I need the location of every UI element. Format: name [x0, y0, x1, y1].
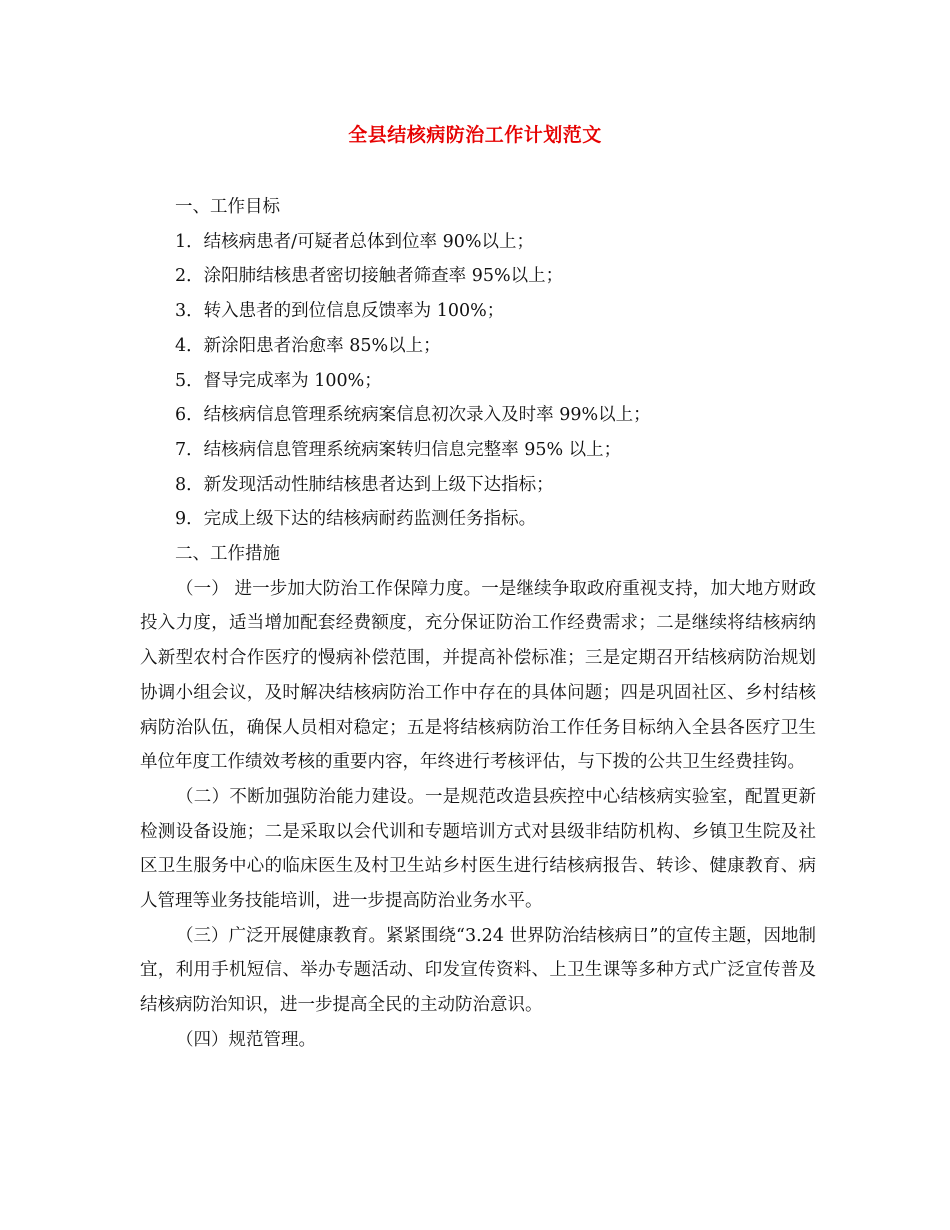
goal-item: 5．督导完成率为 100%；	[175, 370, 382, 391]
document-body	[140, 190, 816, 1058]
goal-item: 1．结核病患者/可疑者总体到位率 90%以上；	[175, 231, 534, 252]
document-title: 全县结核病防治工作计划范文	[348, 124, 602, 146]
measure-paragraph: （二）不断加强防治能力建设。一是规范改造县疾控中心结核病实验室，配置更新检测设备设施；二是采取以会代训和专题培训方式对县级非结防机构、乡镇卫生院及社区卫生服务中心的临床医生及村卫生站乡村医生进行结核病报告、转诊、健康教育、病人管理等业务技能培训，进一步提高防治业务水平。	[140, 786, 816, 912]
goal-item: 4．新涂阳患者治愈率 85%以上；	[175, 335, 441, 356]
measure-paragraph: （三）广泛开展健康教育。紧紧围绕“3.24 世界防治结核病日”的宣传主题，因地制宜，利用手机短信、举办专题活动、印发宣传资料、上卫生课等多种方式广泛宣传普及结核病防治知识，进一步提高全民的主动防治意识。	[140, 925, 816, 1016]
goal-item: 2．涂阳肺结核患者密切接触者筛查率 95%以上；	[175, 266, 564, 287]
goal-item: 6．结核病信息管理系统病案信息初次录入及时率 99%以上；	[175, 405, 651, 426]
goal-item: 9．完成上级下达的结核病耐药监测任务指标。	[175, 509, 537, 530]
goal-item: 7．结核病信息管理系统病案转归信息完整率 95% 以上；	[175, 439, 622, 460]
measure-paragraph: （四）规范管理。	[176, 1029, 316, 1050]
section-heading-goals: 一、工作目标	[175, 197, 280, 217]
measure-paragraph: （一） 进一步加大防治工作保障力度。一是继续争取政府重视支持，加大地方财政投入力度，适当增加配套经费额度，充分保证防治工作经费需求；二是继续将结核病纳入新型农村合作医疗的慢病补偿范围，并提高补偿标准；三是定期召开结核病防治规划协调小组会议，及时解决结核病防治工作中存在的具体问题；四是巩固社区、乡村结核病防治队伍，确保人员相对稳定；五是将结核病防治工作任务目标纳入全县各医疗卫生单位年度工作绩效考核的重要内容，年终进行考核评估，与下拨的公共卫生经费挂钩。	[140, 578, 816, 773]
goal-item: 8．新发现活动性肺结核患者达到上级下达指标；	[175, 474, 554, 495]
section-heading-measures: 二、工作措施	[175, 544, 280, 565]
goal-item: 3．转入患者的到位信息反馈率为 100%；	[175, 301, 505, 322]
